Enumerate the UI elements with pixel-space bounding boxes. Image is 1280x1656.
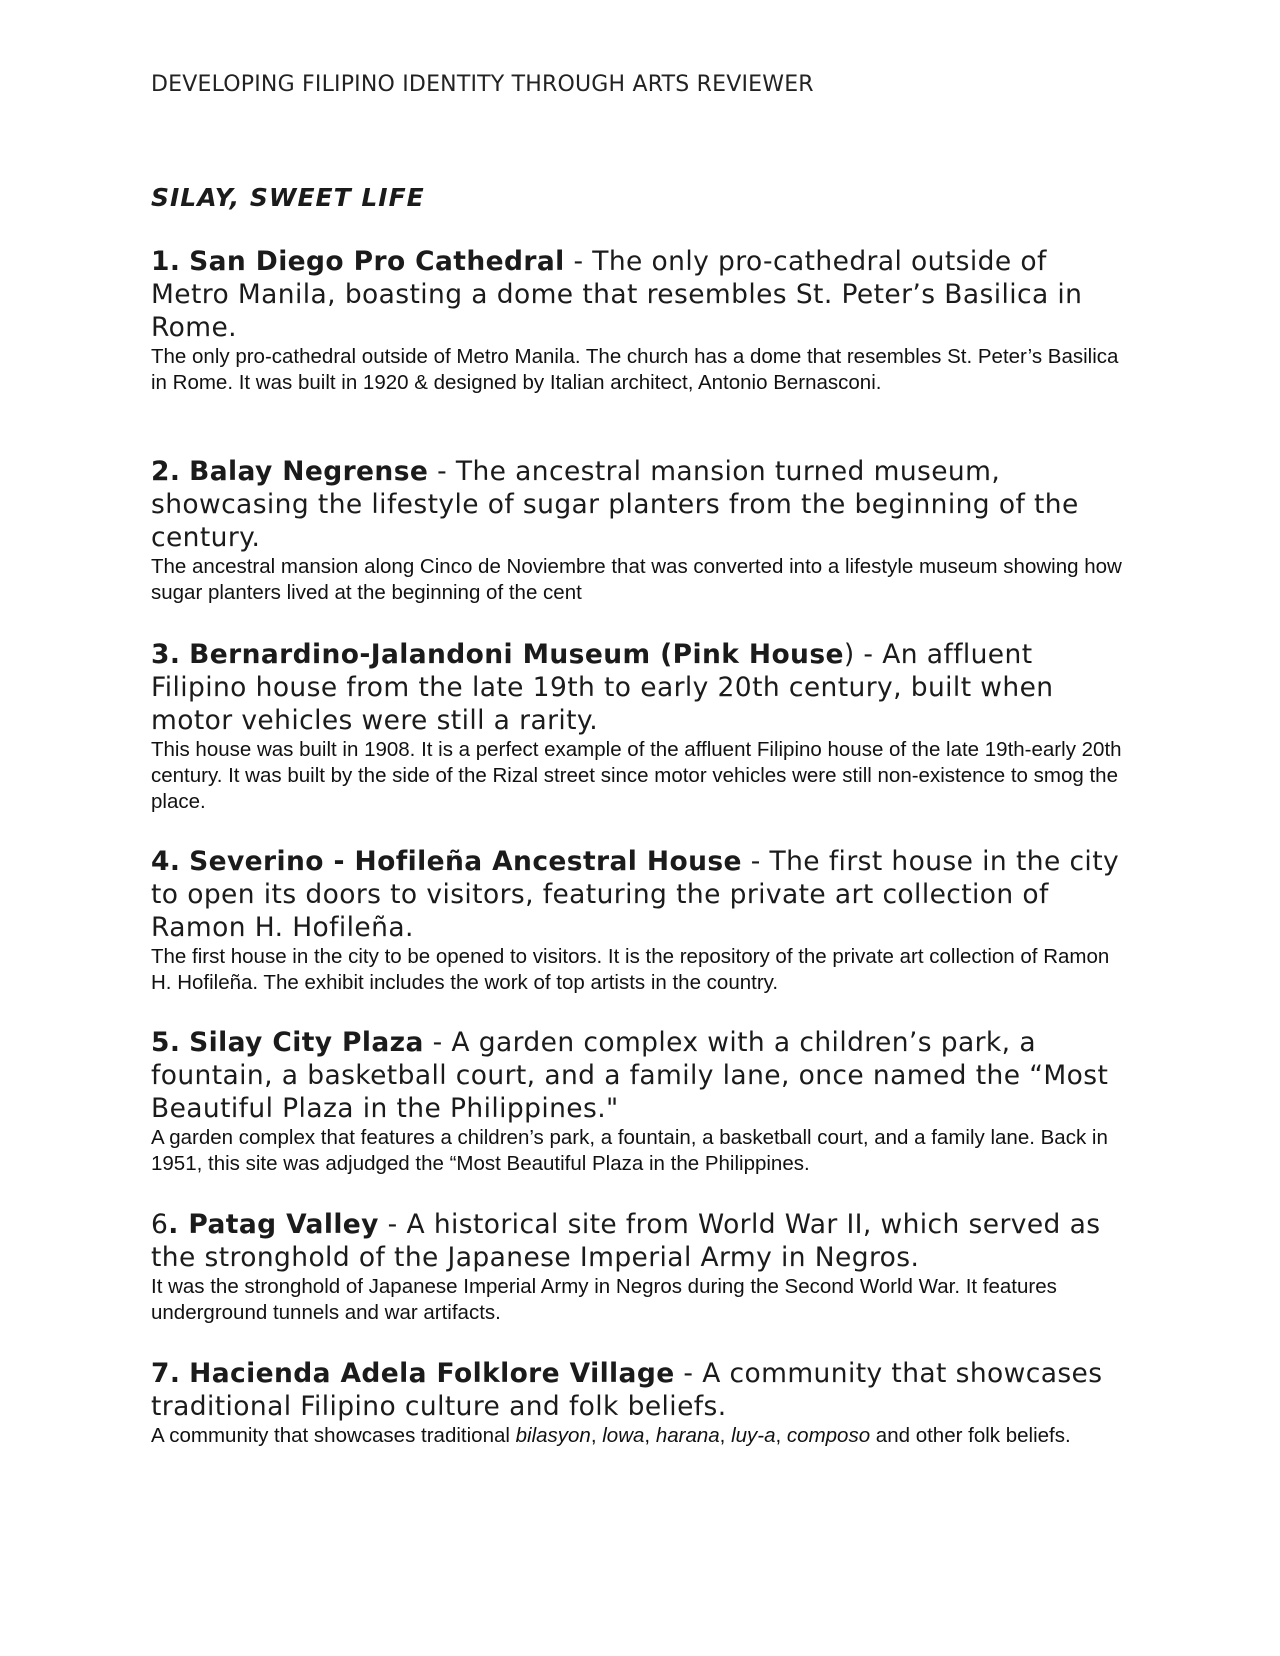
entry-detail bbox=[151, 1423, 1131, 1449]
entry-summary: ) - An affluent Filipino house from the late 19th to early 20th century, built when motor vehicles were still a rarity. bbox=[151, 639, 1054, 736]
entry-name: . Patag Valley bbox=[168, 1209, 379, 1240]
entry-number: 3. bbox=[151, 639, 181, 670]
entry-detail: The first house in the city to be opened to visitors. It is the repository of the private art collection of Ramon H. Hofileña. The exhibit includes the work of top artists in the country. bbox=[151, 945, 1110, 994]
entry-summary: - The ancestral mansion turned museum, showcasing the lifestyle of sugar planters from the beginning of the century. bbox=[151, 456, 1079, 553]
entry-heading bbox=[151, 1026, 1131, 1125]
entry-name: Silay City Plaza bbox=[189, 1027, 424, 1058]
entry-number: 1. bbox=[151, 246, 181, 277]
document-header: DEVELOPING FILIPINO IDENTITY THROUGH ARTS REVIEWER bbox=[151, 72, 814, 97]
entry-heading bbox=[151, 638, 1131, 737]
entry-detail: This house was built in 1908. It is a perfect example of the affluent Filipino house of the late 19th-early 20th century. It was built by the side of the Rizal street since motor vehicles were still non-existence to smog the place. bbox=[151, 738, 1122, 813]
folk-term: composo bbox=[786, 1424, 871, 1447]
entry-name: San Diego Pro Cathedral bbox=[189, 246, 565, 277]
separator: , bbox=[644, 1424, 656, 1447]
entry-1 bbox=[151, 245, 1131, 396]
entry-summary: - The first house in the city to open its doors to visitors, featuring the private art collection of Ramon H. Hofileña. bbox=[151, 846, 1120, 943]
entry-number: 4. bbox=[151, 846, 181, 877]
separator: , bbox=[775, 1424, 787, 1447]
folk-term: harana bbox=[655, 1424, 720, 1447]
entry-name: Hacienda Adela Folklore Village bbox=[189, 1358, 675, 1389]
detail-outro: and other folk beliefs. bbox=[870, 1424, 1071, 1447]
entry-detail: The only pro-cathedral outside of Metro Manila. The church has a dome that resembles St. Peter’s Basilica in Rome. It was built in 1920 & designed by Italian architect, Antonio Bernasconi. bbox=[151, 345, 1119, 394]
entry-5 bbox=[151, 1026, 1131, 1177]
entry-detail: The ancestral mansion along Cinco de Noviembre that was converted into a lifestyle museum showing how sugar planters lived at the beginning of the cent bbox=[151, 555, 1122, 604]
folk-term: luy-a bbox=[731, 1424, 776, 1447]
entry-name: Bernardino-Jalandoni Museum (Pink House bbox=[189, 639, 844, 670]
separator: , bbox=[590, 1424, 603, 1447]
entry-4 bbox=[151, 845, 1131, 996]
entry-number: 2. bbox=[151, 456, 181, 487]
entry-heading bbox=[151, 845, 1131, 944]
entry-heading bbox=[151, 1357, 1131, 1423]
entry-heading bbox=[151, 455, 1131, 554]
entry-heading bbox=[151, 1208, 1131, 1274]
folk-term: lowa bbox=[602, 1424, 645, 1447]
section-title: SILAY, SWEET LIFE bbox=[151, 183, 425, 212]
separator: , bbox=[719, 1424, 732, 1447]
entry-2 bbox=[151, 455, 1131, 606]
entry-name: Severino - Hofileña Ancestral House bbox=[189, 846, 742, 877]
entry-7 bbox=[151, 1357, 1131, 1449]
entry-summary: - The only pro-cathedral outside of Metro Manila, boasting a dome that resembles St. Peter’s Basilica in Rome. bbox=[151, 246, 1083, 343]
folk-term: bilasyon bbox=[515, 1424, 591, 1447]
entry-3 bbox=[151, 638, 1131, 815]
entry-heading bbox=[151, 245, 1131, 344]
entry-summary: - A historical site from World War II, which served as the stronghold of the Japanese Imperial Army in Negros. bbox=[151, 1209, 1101, 1273]
detail-intro: A community that showcases traditional bbox=[151, 1424, 516, 1447]
entry-6 bbox=[151, 1208, 1131, 1326]
entry-number: 5. bbox=[151, 1027, 181, 1058]
entry-detail: It was the stronghold of Japanese Imperial Army in Negros during the Second World War. It features underground tunnels and war artifacts. bbox=[151, 1275, 1057, 1324]
entry-summary: - A garden complex with a children’s park, a fountain, a basketball court, and a family lane, once named the “Most Beautiful Plaza in the Philippines." bbox=[151, 1027, 1109, 1124]
entry-name: Balay Negrense bbox=[189, 456, 429, 487]
entry-detail: A garden complex that features a children’s park, a fountain, a basketball court, and a family lane. Back in 1951, this site was adjudged the “Most Beautiful Plaza in the Philippines. bbox=[151, 1126, 1108, 1175]
entry-number: 6 bbox=[151, 1209, 169, 1240]
entry-summary: - A community that showcases traditional Filipino culture and folk beliefs. bbox=[151, 1358, 1103, 1422]
entry-number: 7. bbox=[151, 1358, 181, 1389]
